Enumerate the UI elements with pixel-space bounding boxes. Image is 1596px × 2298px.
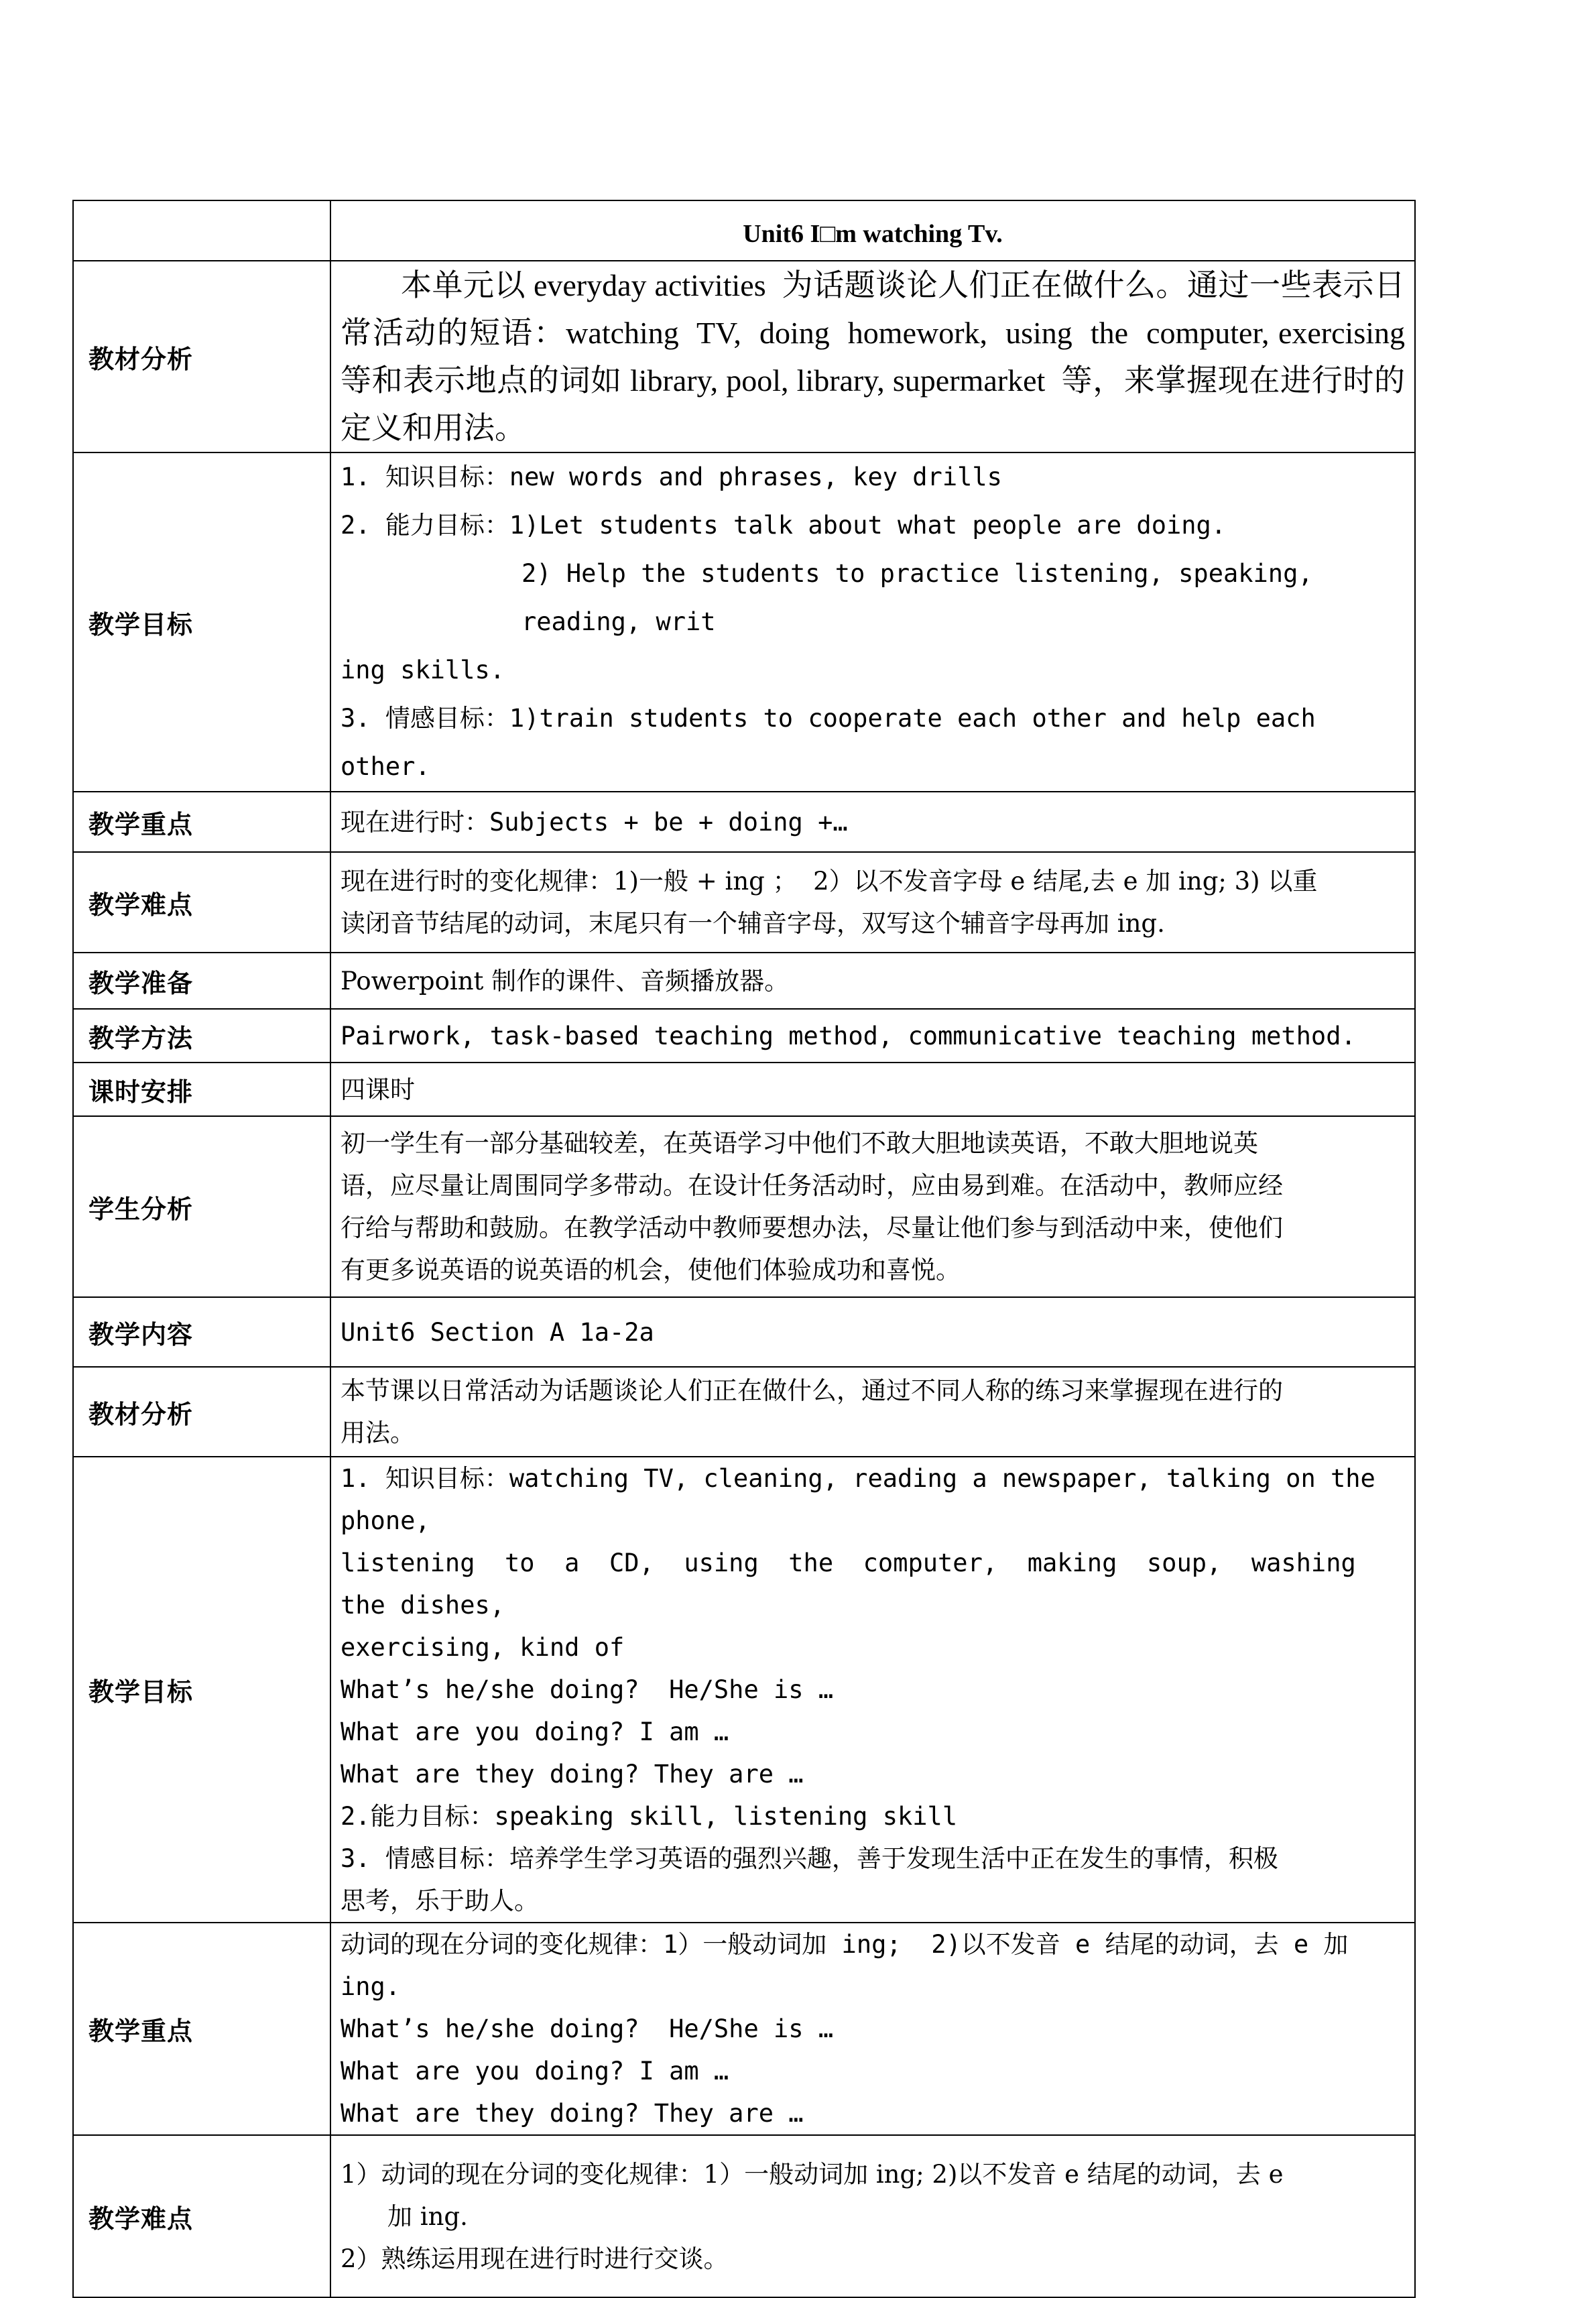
table-row: [73, 1457, 1415, 1923]
row-content: [330, 1923, 1415, 2135]
lesson-plan-table: [72, 200, 1420, 2298]
row-content: [330, 1457, 1415, 1923]
row-line: 2.能力目标：speaking skill, listening skill: [341, 1802, 958, 1831]
row-line: 现在进行时的变化规律：1)一般 + ing ； 2）以不发音字母 e 结尾,去 e 加 ing; 3) 以重: [341, 867, 1318, 896]
table-row: [73, 852, 1415, 953]
table-row: [73, 261, 1415, 452]
row-line: What are you doing? I am …: [341, 1717, 729, 1746]
row-line: 用法。: [341, 1418, 415, 1447]
row-content: [330, 1009, 1415, 1063]
row-label: 课时安排: [73, 1063, 330, 1116]
row-line: 本节课以日常活动为话题谈论人们正在做什么，通过不同人称的练习来掌握现在进行的: [341, 1376, 1283, 1405]
title-row: [73, 200, 1415, 261]
row-line: exercising, kind of: [341, 1633, 625, 1662]
row-text: 现在进行时：Subjects + be + doing +…: [341, 807, 848, 837]
row-text: Pairwork, task-based teaching method, communicative teaching method.: [341, 1021, 1356, 1050]
row-content: [330, 1367, 1415, 1457]
row-line: 2. 能力目标：1)Let students talk about what people are doing.: [341, 511, 1227, 540]
table-row: [73, 1297, 1415, 1367]
row-text: 本单元以 everyday activities 为话题谈论人们正在做什么。通过一些表示日常活动的短语：watching TV, doing homework, using the computer, exercising 等和表示地点的词如 library, pool, library, supermarket 等，来掌握现在进行时的定义和用法。: [341, 268, 1420, 445]
row-line: 初一学生有一部分基础较差，在英语学习中他们不敢大胆地读英语，不敢大胆地说英: [341, 1129, 1258, 1158]
row-label: 学生分析: [73, 1116, 330, 1297]
row-label: 教材分析: [73, 261, 330, 452]
row-text: 四课时: [341, 1075, 415, 1104]
row-content: [330, 953, 1415, 1009]
table-row: [73, 1009, 1415, 1063]
row-content: [330, 1063, 1415, 1116]
row-line: 读闭音节结尾的动词，末尾只有一个辅音字母，双写这个辅音字母再加 ing.: [341, 909, 1165, 938]
unit-title: Unit6 I□m watching Tv.: [330, 200, 1415, 261]
row-label: 教学方法: [73, 1009, 330, 1063]
row-content: [330, 1297, 1415, 1367]
row-content: [330, 2135, 1415, 2297]
table-row: [73, 452, 1415, 792]
row-line: 加 ing.: [387, 2201, 468, 2231]
lesson-plan-grid: [72, 200, 1420, 2298]
row-label: 教学目标: [73, 1457, 330, 1923]
row-line: What are you doing? I am …: [341, 2057, 729, 2085]
row-line: 1. 知识目标：watching TV, cleaning, reading a newspaper, talking on the phone,: [341, 1464, 1391, 1535]
row-line: 2) Help the students to practice listening, speaking, reading, writ: [521, 559, 1328, 636]
row-content: [330, 452, 1415, 792]
row-label: 教学重点: [73, 792, 330, 852]
row-line: 3. 情感目标：1)train students to cooperate each other and help each other.: [341, 704, 1331, 781]
row-line: 语，应尽量让周围同学多带动。在设计任务活动时，应由易到难。在活动中，教师应经: [341, 1171, 1283, 1200]
row-line: What are they doing? They are …: [341, 2099, 804, 2128]
row-label: 教学内容: [73, 1297, 330, 1367]
row-line: listening to a CD, using the computer, making soup, washing the dishes,: [341, 1549, 1386, 1620]
row-label: 教学难点: [73, 852, 330, 953]
row-text: Unit6 Section A 1a-2a: [341, 1317, 654, 1347]
row-text: Powerpoint 制作的课件、音频播放器。: [341, 966, 790, 995]
row-line: What are they doing? They are …: [341, 1760, 804, 1789]
row-line: 3. 情感目标：培养学生学习英语的强烈兴趣，善于发现生活中正在发生的事情，积极: [341, 1844, 1278, 1873]
row-label: 教材分析: [73, 1367, 330, 1457]
row-content: [330, 261, 1420, 452]
table-row: [73, 792, 1415, 852]
table-row: [73, 1063, 1415, 1116]
row-label: 教学难点: [73, 2135, 330, 2297]
table-row: [73, 1116, 1415, 1297]
row-label: 教学目标: [73, 452, 330, 792]
row-line: What’s he/she doing? He/She is …: [341, 1675, 834, 1704]
row-line: 1）动词的现在分词的变化规律：1）一般动词加 ing; 2)以不发音 e 结尾的动词，去 e: [341, 2159, 1284, 2189]
row-content: [330, 792, 1415, 852]
row-line: 1. 知识目标：new words and phrases, key drills: [341, 463, 1002, 491]
row-label: 教学重点: [73, 1923, 330, 2135]
title-label-cell: [73, 200, 330, 261]
row-line: 有更多说英语的说英语的机会，使他们体验成功和喜悦。: [341, 1256, 961, 1284]
row-line: 行给与帮助和鼓励。在教学活动中教师要想办法，尽量让他们参与到活动中来，使他们: [341, 1213, 1283, 1242]
table-row: [73, 2135, 1415, 2297]
row-label: 教学准备: [73, 953, 330, 1009]
row-line: ing skills.: [341, 656, 505, 684]
row-line: 思考，乐于助人。: [341, 1886, 539, 1915]
row-line: 2）熟练运用现在进行时进行交谈。: [341, 2244, 729, 2273]
row-line: What’s he/she doing? He/She is …: [341, 2014, 834, 2043]
row-content: [330, 1116, 1415, 1297]
table-row: [73, 1923, 1415, 2135]
row-line: 动词的现在分词的变化规律：1）一般动词加 ing; 2)以不发音 e 结尾的动词，去 e 加: [341, 1930, 1349, 1959]
row-line: ing.: [341, 1972, 401, 2001]
row-content: [330, 852, 1415, 953]
table-row: [73, 953, 1415, 1009]
table-row: [73, 1367, 1415, 1457]
